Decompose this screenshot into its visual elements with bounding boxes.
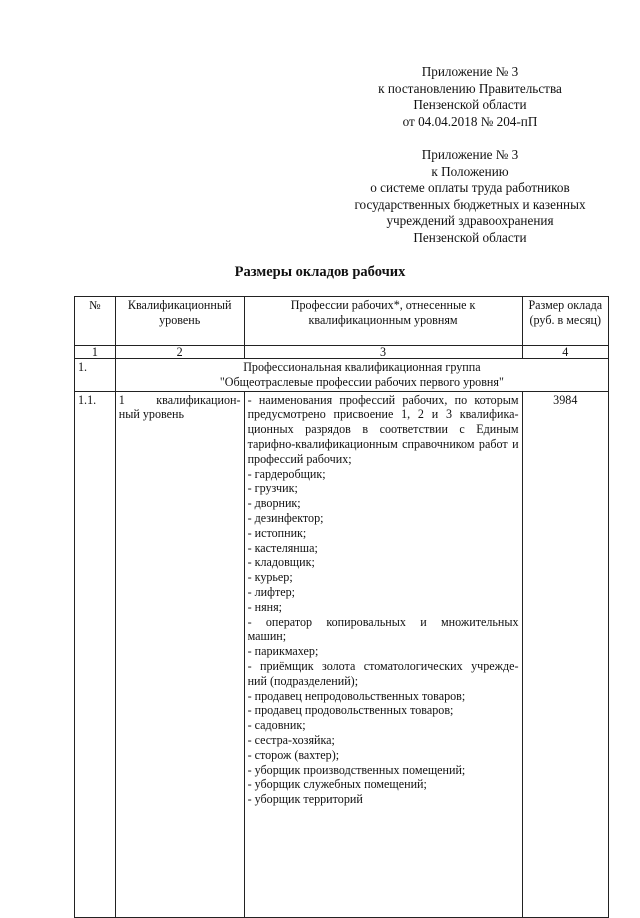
profession-item: - уборщик территорий xyxy=(247,792,363,807)
regulation-header-line: государственных бюджетных и казенных xyxy=(354,196,586,212)
profession-item: - дворник; xyxy=(247,496,301,511)
row-professions xyxy=(244,391,522,917)
group-num: 1. xyxy=(75,359,116,392)
profession-item: - приёмщик золота стоматологических учрежде- xyxy=(247,658,519,673)
header-professions: Профессии рабочих*, отнесенные к квалификационным уровням xyxy=(244,297,522,346)
profession-item: - няня; xyxy=(247,599,283,614)
profession-item: - сестра-хозяйка; xyxy=(247,732,335,747)
header-num: № xyxy=(75,297,116,346)
profession-item: - сторож (вахтер); xyxy=(247,747,340,762)
row-level xyxy=(115,391,244,917)
regulation-header-line: Пензенской области xyxy=(413,229,527,245)
regulation-header-line: учреждений здравоохранения xyxy=(386,213,554,229)
row-salary: 3984 xyxy=(522,391,608,917)
profession-intro-line: ционных разрядов в соответствии с Единым xyxy=(247,422,519,437)
level-number: 1 xyxy=(118,392,125,407)
annex-header-line: Пензенской области xyxy=(413,97,527,113)
profession-intro-line: профессий рабочих; xyxy=(247,451,352,466)
annex-header-line: Приложение № 3 xyxy=(421,64,519,79)
profession-item: - парикмахер; xyxy=(247,644,319,659)
header-level: Квалификационный уровень xyxy=(115,297,244,346)
group-title-line: "Общеотраслевые профессии рабочих первого уровня" xyxy=(219,374,504,389)
profession-item: - дезинфектор; xyxy=(247,510,324,525)
profession-intro-line: предусмотрено присвоение 1, 2 и 3 квалифика- xyxy=(247,407,519,422)
profession-item: - кастелянша; xyxy=(247,540,318,555)
profession-item: - садовник; xyxy=(247,718,306,733)
regulation-header-line: к Положению xyxy=(431,163,509,179)
regulation-header-line: о системе оплаты труда работников xyxy=(370,180,570,196)
group-row xyxy=(75,359,609,392)
profession-item: - кладовщик; xyxy=(247,555,315,570)
regulation-header xyxy=(320,147,620,247)
annex-header-line: к постановлению Правительства xyxy=(378,80,562,96)
group-title xyxy=(115,359,608,392)
profession-item: - грузчик; xyxy=(247,481,298,496)
profession-item: - уборщик производственных помещений; xyxy=(247,762,466,777)
annex-header xyxy=(320,64,620,130)
profession-item: - оператор копировальных и множительных xyxy=(247,614,519,629)
profession-intro-line: тарифно-квалификационным справочником работ и xyxy=(247,436,519,451)
level-word: квалификацион- xyxy=(156,392,241,407)
column-number-row xyxy=(75,346,609,359)
profession-item: - курьер; xyxy=(247,570,293,585)
profession-item: - продавец непродовольственных товаров; xyxy=(247,688,466,703)
salary-table xyxy=(74,296,609,918)
profession-item-cont: ний (подразделений); xyxy=(247,673,359,688)
profession-item-cont: машин; xyxy=(247,629,287,644)
profession-item: - продавец продовольственных товаров; xyxy=(247,703,454,718)
profession-item: - лифтер; xyxy=(247,584,296,599)
group-title-line: Профессиональная квалификационная группа xyxy=(243,360,481,374)
profession-intro-line: - наименования профессий рабочих, по которым xyxy=(247,392,519,407)
regulation-header-line: Приложение № 3 xyxy=(421,147,519,162)
level-word-end: ный уровень xyxy=(118,407,185,422)
column-number: 1 xyxy=(75,346,116,359)
annex-header-line: от 04.04.2018 № 204-пП xyxy=(402,113,538,129)
table-row xyxy=(75,391,609,917)
header-salary: Размер оклада (руб. в месяц) xyxy=(522,297,608,346)
row-num: 1.1. xyxy=(75,391,116,917)
column-number: 2 xyxy=(115,346,244,359)
column-number: 3 xyxy=(244,346,522,359)
profession-item: - истопник; xyxy=(247,525,307,540)
table-header-row xyxy=(75,297,609,346)
profession-item: - уборщик служебных помещений; xyxy=(247,777,427,792)
column-number: 4 xyxy=(522,346,608,359)
document-title: Размеры окладов рабочих xyxy=(234,264,406,280)
profession-item: - гардеробщик; xyxy=(247,466,326,481)
